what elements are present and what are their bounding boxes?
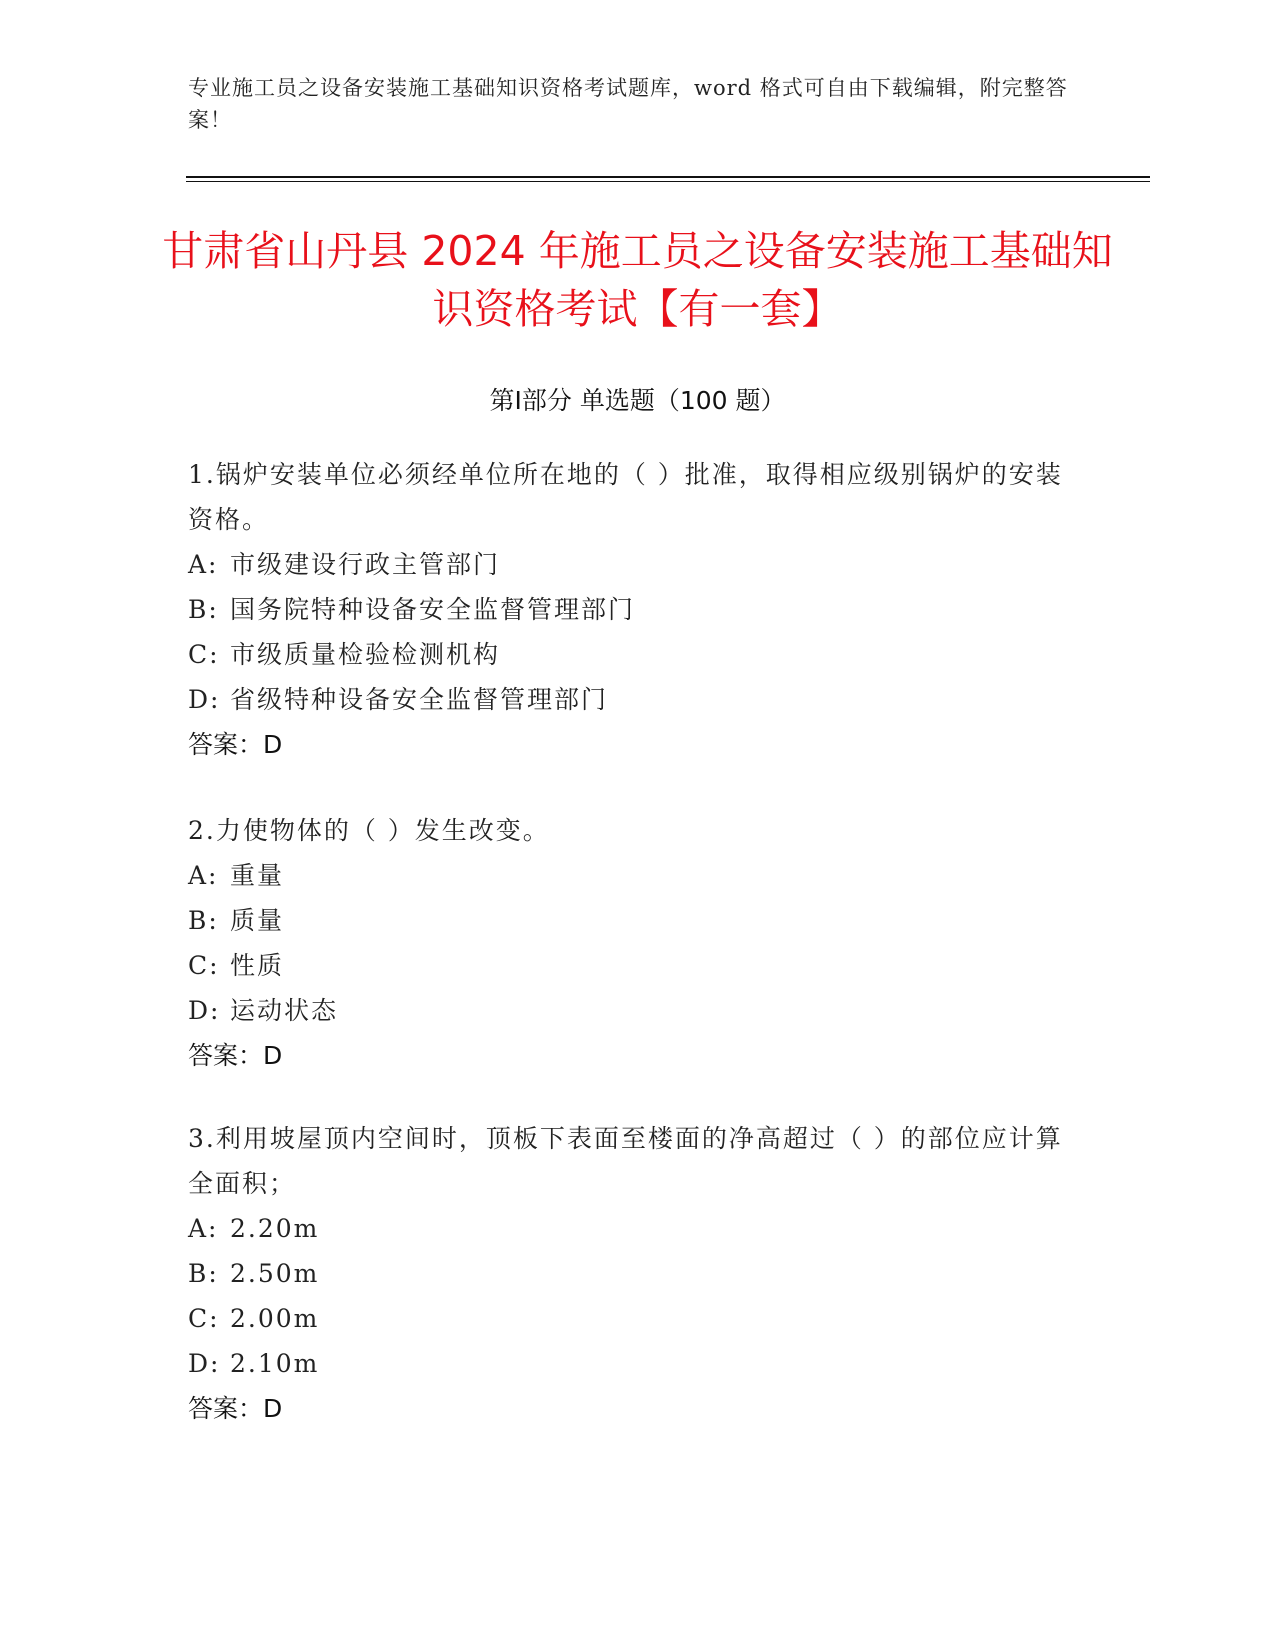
option-text: 质量 <box>230 906 285 935</box>
option-text: 市级建设行政主管部门 <box>230 550 501 579</box>
option-letter: A: <box>188 861 219 890</box>
option-text: 2.50m <box>230 1259 320 1288</box>
option-c <box>188 1296 1068 1341</box>
answer: 答案：D <box>188 730 283 759</box>
option-b <box>188 587 1068 632</box>
option-letter: D: <box>188 996 221 1025</box>
question-2 <box>188 808 1068 1078</box>
option-letter: B: <box>188 906 219 935</box>
question-1 <box>188 452 1068 767</box>
question-stem: 1.锅炉安装单位必须经单位所在地的（ ）批准，取得相应级别锅炉的安装资格。 <box>188 460 1063 534</box>
option-letter: B: <box>188 595 219 624</box>
option-letter: A: <box>188 1214 219 1243</box>
option-letter: C: <box>188 1304 220 1333</box>
option-b <box>188 1251 1068 1296</box>
header-divider-thick <box>186 176 1150 178</box>
option-text: 市级质量检验检测机构 <box>230 640 501 669</box>
question-3 <box>188 1116 1068 1431</box>
option-letter: D: <box>188 685 221 714</box>
option-text: 2.00m <box>230 1304 320 1333</box>
option-d <box>188 1341 1068 1386</box>
header-note: 专业施工员之设备安装施工基础知识资格考试题库，word 格式可自由下载编辑，附完整答案！ <box>188 76 1068 132</box>
option-a <box>188 542 1068 587</box>
answer: 答案：D <box>188 1394 283 1423</box>
header-divider-thin <box>186 181 1150 182</box>
document-title: 甘肃省山丹县 2024 年施工员之设备安装施工基础知识资格考试【有一套】 <box>162 227 1113 333</box>
option-text: 2.10m <box>230 1349 320 1378</box>
section-title: 第Ⅰ部分 单选题（100 题） <box>489 386 786 415</box>
option-text: 省级特种设备安全监督管理部门 <box>230 685 609 714</box>
option-text: 国务院特种设备安全监督管理部门 <box>230 595 636 624</box>
option-text: 重量 <box>230 861 285 890</box>
option-letter: C: <box>188 640 220 669</box>
option-c <box>188 632 1068 677</box>
option-text: 运动状态 <box>230 996 339 1025</box>
option-b <box>188 898 1068 943</box>
option-letter: C: <box>188 951 220 980</box>
option-letter: A: <box>188 550 219 579</box>
option-d <box>188 988 1068 1033</box>
option-text: 2.20m <box>230 1214 320 1243</box>
option-a <box>188 1206 1068 1251</box>
option-letter: B: <box>188 1259 219 1288</box>
answer: 答案：D <box>188 1041 283 1070</box>
option-c <box>188 943 1068 988</box>
question-stem: 3.利用坡屋顶内空间时，顶板下表面至楼面的净高超过（ ）的部位应计算全面积； <box>188 1124 1063 1198</box>
option-a <box>188 853 1068 898</box>
option-letter: D: <box>188 1349 221 1378</box>
option-d <box>188 677 1068 722</box>
question-stem: 2.力使物体的（ ）发生改变。 <box>188 816 550 845</box>
option-text: 性质 <box>230 951 285 980</box>
